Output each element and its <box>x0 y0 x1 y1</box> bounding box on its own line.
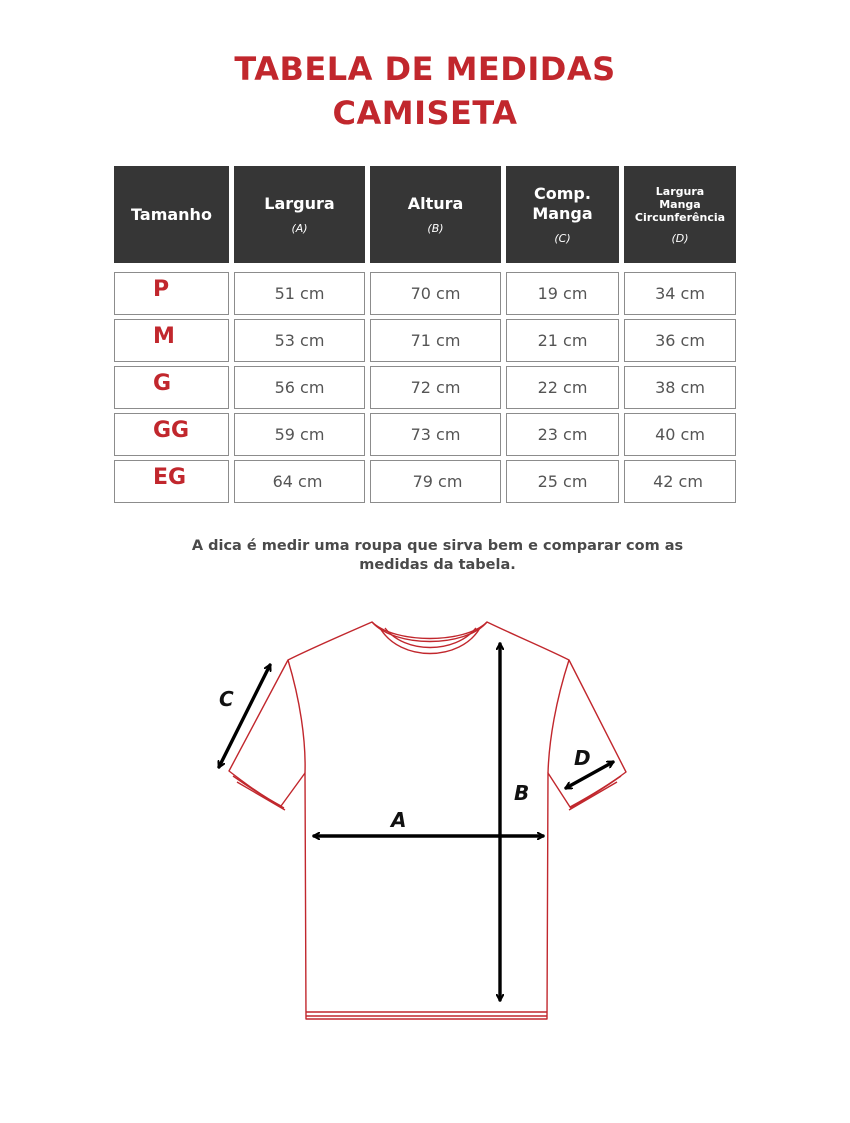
measure-value: 72 cm <box>410 378 461 397</box>
size-label: EG <box>153 465 187 490</box>
measure-value: 70 cm <box>410 284 461 303</box>
measure-value: 56 cm <box>274 378 325 397</box>
header-sub: (C) <box>554 232 571 245</box>
measurement-tip: A dica é medir uma roupa que sirva bem e comparar com as medidas da tabela. <box>191 538 684 573</box>
label-c: C <box>219 687 234 711</box>
page-title: TABELA DE MEDIDAS <box>234 50 616 88</box>
size-label: GG <box>153 418 190 443</box>
size-label: M <box>153 324 175 349</box>
label-d: D <box>574 746 591 770</box>
measure-value: 34 cm <box>655 284 705 303</box>
size-label: P <box>153 277 170 302</box>
measure-value: 79 cm <box>412 472 463 491</box>
measure-arrows <box>219 644 613 1000</box>
measure-value: 36 cm <box>655 331 705 350</box>
arrow-c <box>219 665 270 767</box>
measure-value: 71 cm <box>410 331 461 350</box>
header-sub: (D) <box>671 231 689 245</box>
label-a: A <box>391 808 407 832</box>
tshirt-outline <box>229 622 626 1019</box>
measure-value: 40 cm <box>655 425 705 444</box>
header-label: Comp. Manga <box>532 184 593 223</box>
header-sub: (A) <box>291 222 308 235</box>
measure-value: 22 cm <box>537 378 588 397</box>
header-label: Largura Manga Circunferência <box>634 184 726 224</box>
measure-value: 21 cm <box>537 331 588 350</box>
measure-value: 51 cm <box>274 284 325 303</box>
measure-value: 73 cm <box>410 425 461 444</box>
label-b: B <box>514 781 530 805</box>
measure-value: 38 cm <box>655 378 705 397</box>
size-label: G <box>153 371 172 396</box>
header-sub: (B) <box>427 222 444 235</box>
measure-value: 23 cm <box>537 425 588 444</box>
measure-value: 59 cm <box>274 425 325 444</box>
header-label: Altura <box>407 194 464 213</box>
measure-value: 19 cm <box>537 284 588 303</box>
measure-value: 42 cm <box>653 472 703 491</box>
measure-value: 53 cm <box>274 331 325 350</box>
page-subtitle: CAMISETA <box>332 94 518 132</box>
measure-value: 25 cm <box>537 472 588 491</box>
header-label: Largura <box>264 194 335 213</box>
measure-value: 64 cm <box>272 472 323 491</box>
header-label: Tamanho <box>131 204 212 224</box>
